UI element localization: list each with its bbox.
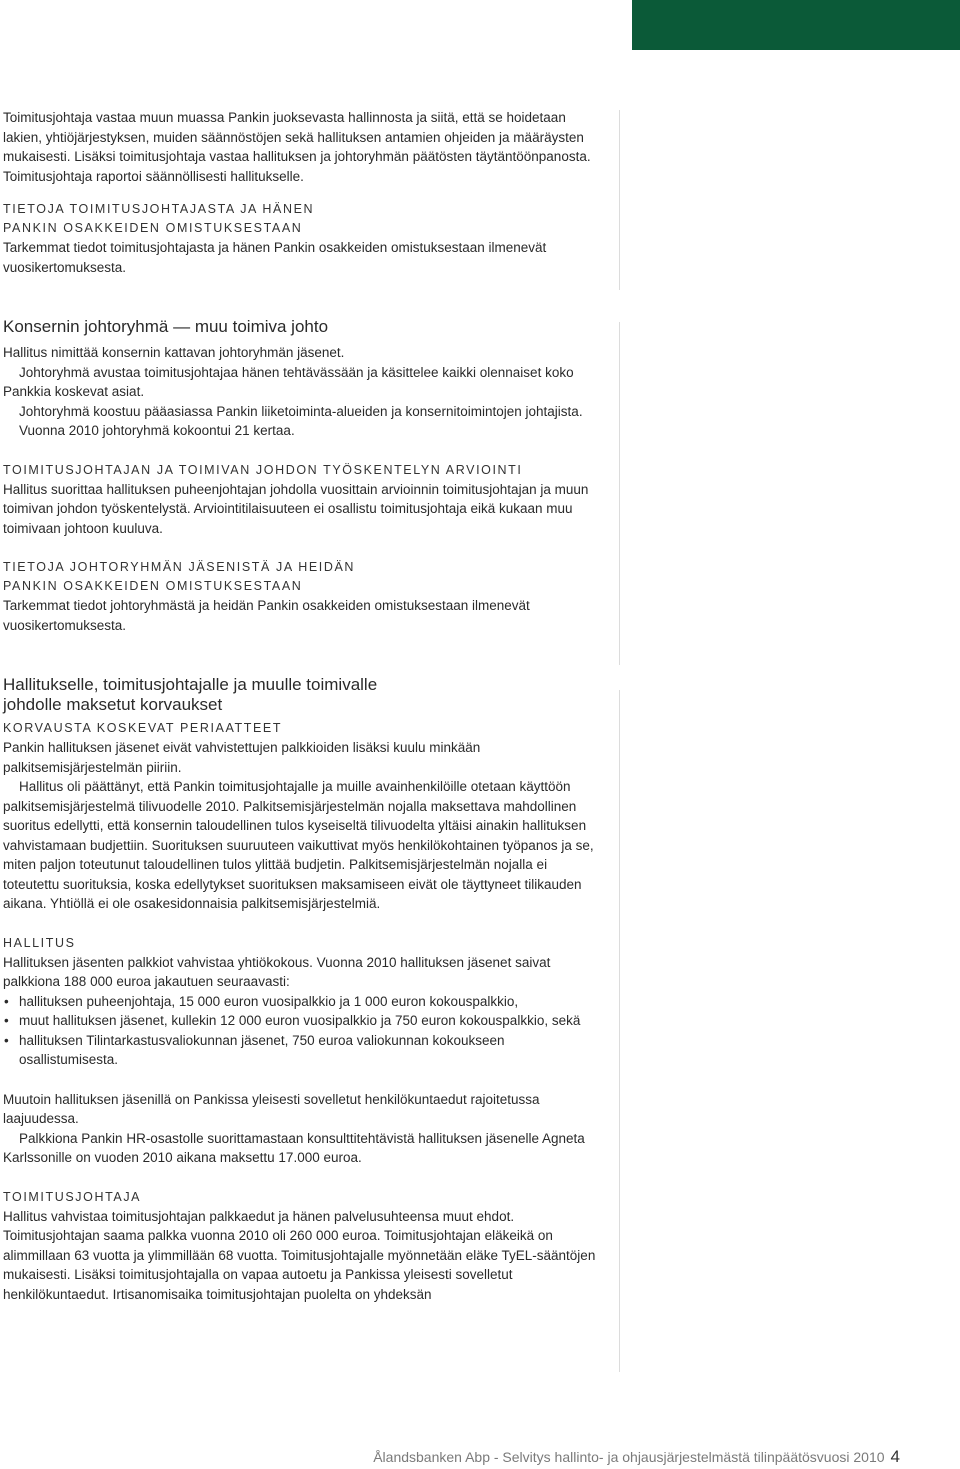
- paragraph-johtoryhma-1: Hallitus nimittää konsernin kattavan johtoryhmän jäsenet.: [3, 345, 345, 360]
- paragraph-johtoryhma-3: Johtoryhmä koostuu pääasiassa Pankin liiketoiminta-alueiden ja konsernitoimintojen johtajista.: [19, 403, 583, 419]
- paragraph-periaatteet-2: Hallitus oli päättänyt, että Pankin toimitusjohtajalle ja muille avainhenkilöille otetaan käyttöön palkitsemisjärjestelmä tilivuodelle 2010. Palkitsemisjärjestelmän nojalla maksettava mahdollinen suoritus edellytti, että konsernin taloudellinen tulos kyseiseltä tilivuodelta yltäisi ainakin hallituksen vahvistamaan budjettiin. Suorituksen suuruuteen vaikuttivat myös henkilökohtainen työpanos ja se, miten paljon toteutunut taloudellinen tulos ylittää budjetin. Palkitsemisjärjestelmän nojalla ei toteutettu suorituksia, koska edellytykset suorituksen maksamiseen eivät ole täyttyneet tilikauden aikana. Yhtiöllä ei ole osakesidonnaisia palkitsemisjärjestelmiä.: [3, 779, 594, 911]
- paragraph-hallitus-2: Muutoin hallituksen jäsenillä on Pankissa yleisesti sovelletut henkilökuntaedut rajoitetussa laajuudessa.: [3, 1091, 540, 1126]
- paragraph-hallitus-3: Palkkiona Pankin HR-osastolle suorittamastaan konsulttitehtävistä hallituksen jäsenelle Agneta Karlssonille on vuoden 2010 aikana maksettu 17.000 euroa.: [3, 1130, 585, 1165]
- heading-line: PANKIN OSAKKEIDEN OMISTUKSESTAAN: [3, 579, 303, 593]
- column-divider: [619, 110, 620, 290]
- heading-tietoja-johtoryhma: [3, 558, 603, 596]
- title-line: johdolle maksetut korvaukset: [3, 695, 223, 714]
- heading-toimitusjohtaja: TOIMITUSJOHTAJA: [3, 1189, 142, 1204]
- column-divider: [619, 690, 620, 1372]
- paragraph-tietoja-johtoryhma: Tarkemmat tiedot johtoryhmästä ja heidän Pankin osakkeiden omistuksestaan ilmenevät vuosikertomuksesta.: [3, 598, 530, 633]
- paragraph-toimitusjohtaja: Hallitus vahvistaa toimitusjohtajan palkkaedut ja hänen palvelusuhteensa muut ehdot. Toimitusjohtajan saama palkka vuonna 2010 oli 260 000 euroa. Toimitusjohtajan eläkeikä on alimmillaan 63 vuotta ja ylimmillään 68 vuotta. Toimitusjohtajalle myönnetään eläke TyEL-sääntöjen mukaisesti. Lisäksi toimitusjohtajalla on vapaa autoetu ja Pankissa yleisesti sovelletut henkilökuntaedut. Irtisanomisaika toimitusjohtajan puolelta on yhdeksän: [3, 1208, 596, 1302]
- section-title-johtoryhma: Konsernin johtoryhmä — muu toimiva johto: [3, 317, 329, 336]
- paragraph-johtoryhma-4: Vuonna 2010 johtoryhmä kokoontui 21 kertaa.: [19, 423, 295, 438]
- text-column: [3, 108, 603, 1304]
- heading-line: TIETOJA TOIMITUSJOHTAJASTA JA HÄNEN: [3, 202, 315, 216]
- page-number: 4: [890, 1447, 900, 1466]
- heading-periaatteet: KORVAUSTA KOSKEVAT PERIAATTEET: [3, 721, 283, 735]
- column-divider: [619, 322, 620, 665]
- heading-hallitus: HALLITUS: [3, 935, 76, 950]
- green-corner-tab: [632, 0, 960, 50]
- page-footer: [373, 1447, 900, 1467]
- paragraph-johtoryhma-2: Johtoryhmä avustaa toimitusjohtajaa hänen tehtävässään ja käsittelee kaikki olennaiset koko Pankkia koskevat asiat.: [3, 364, 574, 399]
- heading-line: PANKIN OSAKKEIDEN OMISTUKSESTAAN: [3, 221, 303, 235]
- paragraph-intro: Toimitusjohtaja vastaa muun muassa Pankin juoksevasta hallinnosta ja siitä, että se hoidetaan lakien, yhtiöjärjestyksen, muiden säännöstöjen sekä hallituksen antamien ohjeiden ja määräysten mukaisesti. Lisäksi toimitusjohtaja vastaa hallituksen ja johtoryhmän päätösten täytäntöönpanosta. Toimitusjohtaja raportoi säännöllisesti hallitukselle.: [3, 110, 591, 184]
- paragraph-arviointi: Hallitus suorittaa hallituksen puheenjohtajan johdolla vuosittain arvioinnin toimitusjohtajan ja muun toimivan johdon työskentelystä. Arviointitilaisuuteen ei osallistu toimitusjohtaja eikä kukaan muu toimivaan johtoon kuuluva.: [3, 481, 589, 536]
- footer-text: Ålandsbanken Abp - Selvitys hallinto- ja ohjausjärjestelmästä tilinpäätösvuosi 2010: [373, 1449, 885, 1465]
- heading-tietoja-toimitusjohtaja: [3, 200, 603, 238]
- heading-line: TIETOJA JOHTORYHMÄN JÄSENISTÄ JA HEIDÄN: [3, 560, 356, 574]
- section-title-korvaukset: [3, 675, 603, 715]
- title-line: Hallitukselle, toimitusjohtajalle ja muulle toimivalle: [3, 675, 378, 694]
- paragraph-tietoja-toimitusjohtaja: Tarkemmat tiedot toimitusjohtajasta ja hänen Pankin osakkeiden omistuksestaan ilmenevät vuosikertomuksesta.: [3, 240, 547, 275]
- paragraph-hallitus-1: Hallituksen jäsenten palkkiot vahvistaa yhtiökokous. Vuonna 2010 hallituksen jäsenet saivat palkkiona 188 000 euroa jakautuen seuraavasti:: [3, 954, 551, 989]
- heading-arviointi: TOIMITUSJOHTAJAN JA TOIMIVAN JOHDON TYÖSKENTELYN ARVIOINTI: [3, 462, 523, 477]
- list-item: • hallituksen puheenjohtaja, 15 000 euron vuosipalkkio ja 1 000 euron kokouspalkkio,: [3, 992, 603, 1012]
- bullet-list-palkkiot: [3, 992, 603, 1070]
- list-item: • hallituksen Tilintarkastusvaliokunnan jäsenet, 750 euroa valiokunnan kokoukseen osallistumisesta.: [3, 1031, 603, 1070]
- list-item: • muut hallituksen jäsenet, kullekin 12 000 euron vuosipalkkio ja 750 euron kokouspalkkio, sekä: [3, 1011, 603, 1031]
- paragraph-periaatteet-1: Pankin hallituksen jäsenet eivät vahvistettujen palkkioiden lisäksi kuulu minkään palkitsemisjärjestelmän piiriin.: [3, 740, 481, 775]
